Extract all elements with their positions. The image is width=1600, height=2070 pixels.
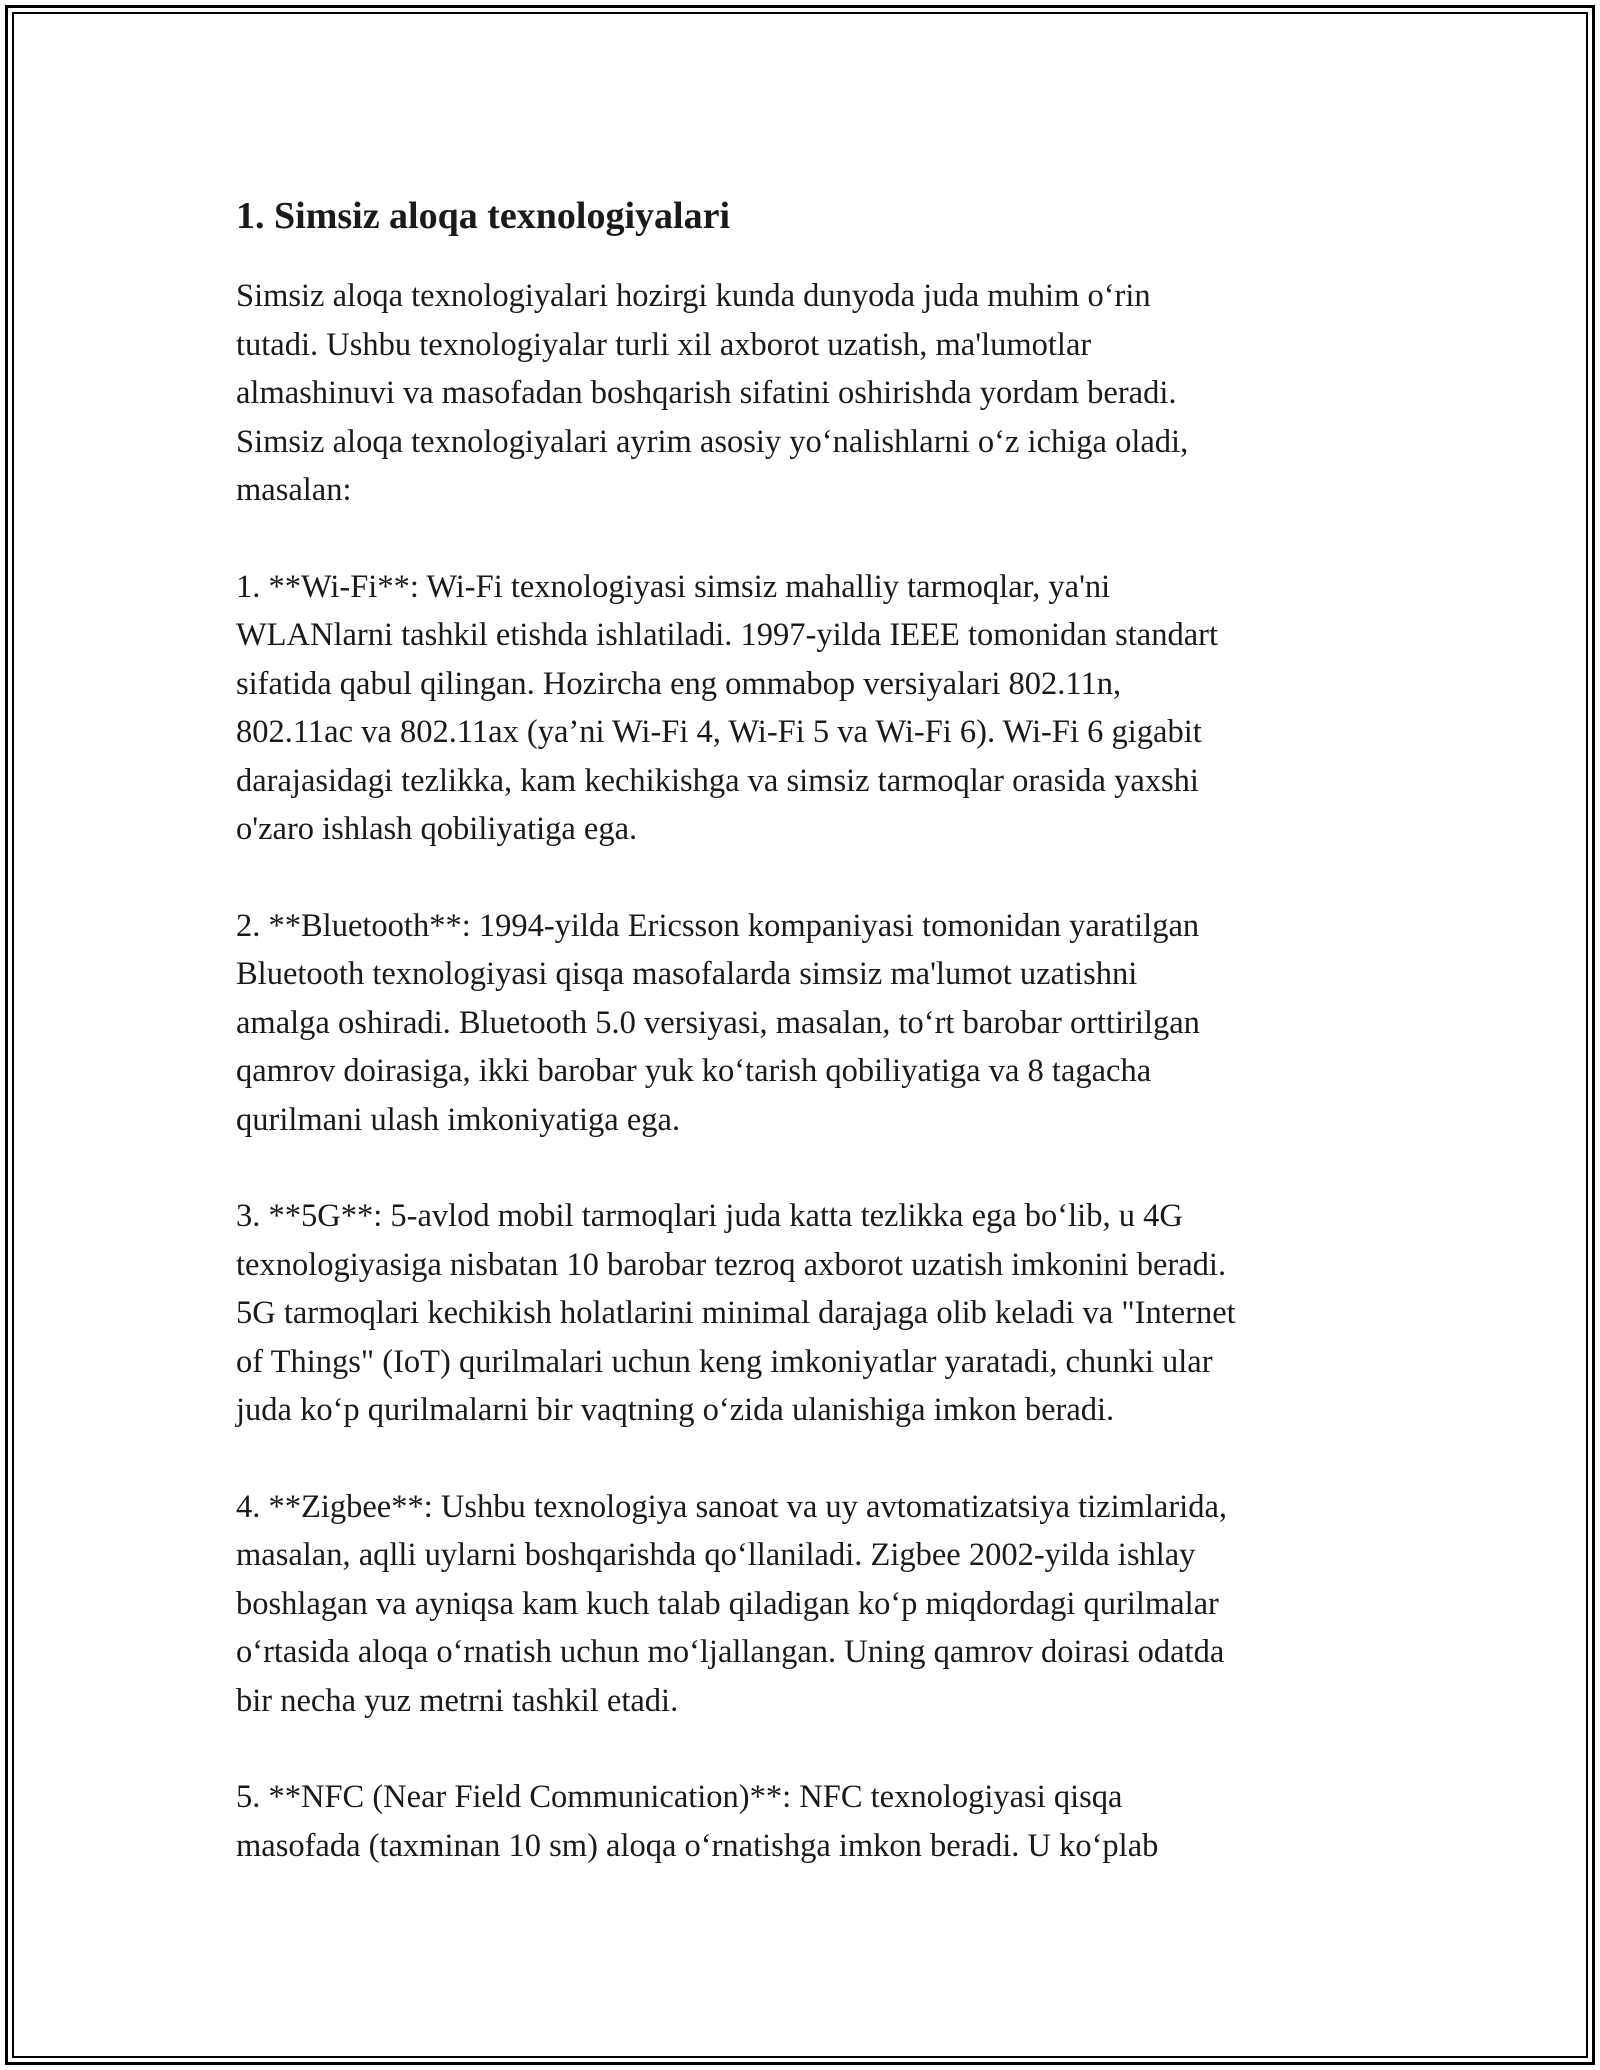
intro-paragraph: Simsiz aloqa texnologiyalari hozirgi kunda dunyoda juda muhim o‘rin tutadi. Ushbu texnologiyalar turli xil axborot uzatish, ma'lumotlar almashinuvi va masofadan boshqarish sifatini oshirishda yordam beradi. Simsiz aloqa texnologiyalari ayrim asosiy yo‘nalishlarni o‘z ichiga oladi, masalan: bbox=[236, 278, 1189, 508]
nfc-paragraph: 5. **NFC (Near Field Communication)**: NFC texnologiyasi qisqa masofada (taxminan 10 sm) aloqa o‘rnatishga imkon beradi. U ko‘plab bbox=[236, 1779, 1159, 1864]
wifi-paragraph: 1. **Wi-Fi**: Wi-Fi texnologiyasi simsiz mahalliy tarmoqlar, ya'ni WLANlarni tashkil etishda ishlatiladi. 1997-yilda IEEE tomonidan standart sifatida qabul qilingan. Hozircha eng ommabop versiyalari 802.11n, 802.11ac va 802.11ax (ya’ni Wi-Fi 4, Wi-Fi 5 va Wi-Fi 6). Wi-Fi 6 gigabit darajasidagi tezlikka, kam kechikishga va simsiz tarmoqlar orasida yaxshi o'zaro ishlash qobiliyatiga ega. bbox=[236, 568, 1218, 847]
5g-paragraph: 3. **5G**: 5-avlod mobil tarmoqlari juda katta tezlikka ega bo‘lib, u 4G texnologiyasiga nisbatan 10 barobar tezroq axborot uzatish imkonini beradi. 5G tarmoqlari kechikish holatlarini minimal darajaga olib keladi va "Internet of Things" (IoT) qurilmalari uchun keng imkoniyatlar yaratadi, chunki ular juda ko‘p qurilmalarni bir vaqtning o‘zida ulanishiga imkon beradi. bbox=[236, 1198, 1236, 1428]
document-title: 1. Simsiz aloqa texnologiyalari bbox=[236, 195, 730, 237]
document-body bbox=[236, 186, 1376, 1918]
zigbee-paragraph: 4. **Zigbee**: Ushbu texnologiya sanoat va uy avtomatizatsiya tizimlarida, masalan, aqlli uylarni boshqarishda qo‘llaniladi. Zigbee 2002-yilda ishlay boshlagan va ayniqsa kam kuch talab qiladigan ko‘p miqdordagi qurilmalar o‘rtasida aloqa o‘rnatish uchun mo‘ljallangan. Uning qamrov doirasi odatda bir necha yuz metrni tashkil etadi. bbox=[236, 1488, 1227, 1719]
bluetooth-paragraph: 2. **Bluetooth**: 1994-yilda Ericsson kompaniyasi tomonidan yaratilgan Bluetooth texnologiyasi qisqa masofalarda simsiz ma'lumot uzatishni amalga oshiradi. Bluetooth 5.0 versiyasi, masalan, to‘rt barobar orttirilgan qamrov doirasiga, ikki barobar yuk ko‘tarish qobiliyatiga va 8 tagacha qurilmani ulash imkoniyatiga ega. bbox=[236, 907, 1200, 1138]
